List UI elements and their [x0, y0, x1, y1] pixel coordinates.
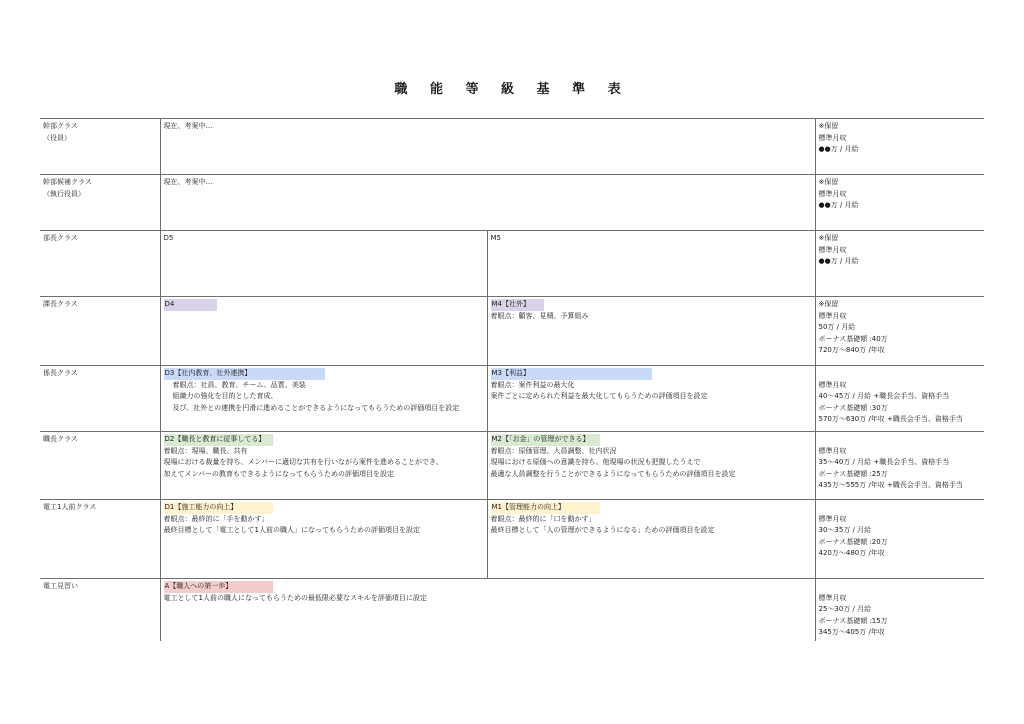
table-row	[40, 175, 984, 231]
grade-label: 係長クラス	[40, 366, 160, 432]
grade-heading: D3【社内教育、社外連携】	[164, 368, 325, 380]
salary-note: ※保留 標準月収 ●●万 / 月給	[815, 231, 984, 297]
grade-label: 職長クラス	[40, 432, 160, 500]
grade-heading: D1【施工能力の向上】	[164, 502, 273, 514]
table-row	[40, 366, 984, 432]
table-row	[40, 432, 984, 500]
table-row	[40, 500, 984, 579]
salary-note: 標準月収 40～45万 / 月給 +職長会手当、資格手当 ボーナス基礎額 :30万 570万～630万 /年収 +職長会手当、資格手当	[815, 366, 984, 432]
d-track-cell: D1【施工能力の向上】 着眼点：最終的に「手を動かす」 最終目標として「電工として1人前の職人」になってもらうための評価項目を設定	[160, 500, 487, 579]
salary-note: ※保留 標準月収 ●●万 / 月給	[815, 175, 984, 231]
grade-description: A【職人への第一歩】 電工として1人前の職人になってもらうための最低限必要なスキルを評価項目に設定	[160, 579, 815, 641]
salary-note: 標準月収 25～30万 / 月給 ボーナス基礎額 :15万 345万～405万 /年収	[815, 579, 984, 641]
grade-description: 現在、考案中…	[160, 119, 815, 175]
grade-heading: A【職人への第一歩】	[164, 581, 273, 593]
table-row	[40, 579, 984, 641]
grade-heading: D4	[164, 299, 217, 311]
grade-label: 幹部クラス （役員）	[40, 119, 160, 175]
d-track-cell: D3【社内教育、社外連携】 着眼点：社員、教育、チーム、品質、美装 組織力の強化を目的とした育成、 及び、社外との連携を円滑に進めることができるようになってもらうための評価項目を設定	[160, 366, 487, 432]
m-track-cell: M2【「お金」の管理ができる】 着眼点：原価管理、人員調整、社内状況 現場における原価への意識を持ち、他現場の状況も把握したうえで 最適な人員調整を行うことができるようになってもらうための評価項目を設定	[487, 432, 815, 500]
table-row	[40, 297, 984, 366]
grade-label: 幹部候補クラス （執行役員）	[40, 175, 160, 231]
salary-note: ※保留 標準月収 ●●万 / 月給	[815, 119, 984, 175]
salary-note: 標準月収 30～35万 / 月給 ボーナス基礎額 :20万 420万～480万 /年収	[815, 500, 984, 579]
grade-heading: M1【管理能力の向上】	[491, 502, 600, 514]
m-track-cell: M5	[487, 231, 815, 297]
grade-label: 課長クラス	[40, 297, 160, 366]
table-row	[40, 119, 984, 175]
m-track-cell: M3【利益】 着眼点：案件利益の最大化 案件ごとに定められた利益を最大化してもらうための評価項目を設定	[487, 366, 815, 432]
m-track-cell: M4【社外】 着眼点：顧客、見積、予算組み	[487, 297, 815, 366]
grade-label: 部長クラス	[40, 231, 160, 297]
grade-standards-table	[40, 118, 984, 641]
d-track-cell	[160, 297, 487, 366]
d-track-cell: D5	[160, 231, 487, 297]
grade-heading: D2【職長と教育に従事してる】	[164, 434, 273, 446]
table-row	[40, 231, 984, 297]
grade-label: 電工見習い	[40, 579, 160, 641]
grade-heading: M4【社外】	[491, 299, 544, 311]
grade-heading: M3【利益】	[491, 368, 652, 380]
salary-note: ※保留 標準月収 50万 / 月給 ボーナス基礎額 :40万 720万～840万 /年収	[815, 297, 984, 366]
grade-description: 現在、考案中…	[160, 175, 815, 231]
grade-label: 電工1人前クラス	[40, 500, 160, 579]
grade-heading: M2【「お金」の管理ができる】	[491, 434, 600, 446]
d-track-cell: D2【職長と教育に従事してる】 着眼点：現場、職長、共有 現場における裁量を持ち、メンバーに適切な共有を行いながら案件を進めることができ、 加えてメンバーの教育もできるようになってもらうための評価項目を設定	[160, 432, 487, 500]
m-track-cell: M1【管理能力の向上】 着眼点：最終的に「口を動かす」 最終目標として「人の管理ができるようになる」ための評価項目を設定	[487, 500, 815, 579]
salary-note: 標準月収 35～40万 / 月給 +職長会手当、資格手当 ボーナス基礎額 :25万 435万～555万 /年収 +職長会手当、資格手当	[815, 432, 984, 500]
page-title: 職 能 等 級 基 準 表	[394, 82, 630, 97]
